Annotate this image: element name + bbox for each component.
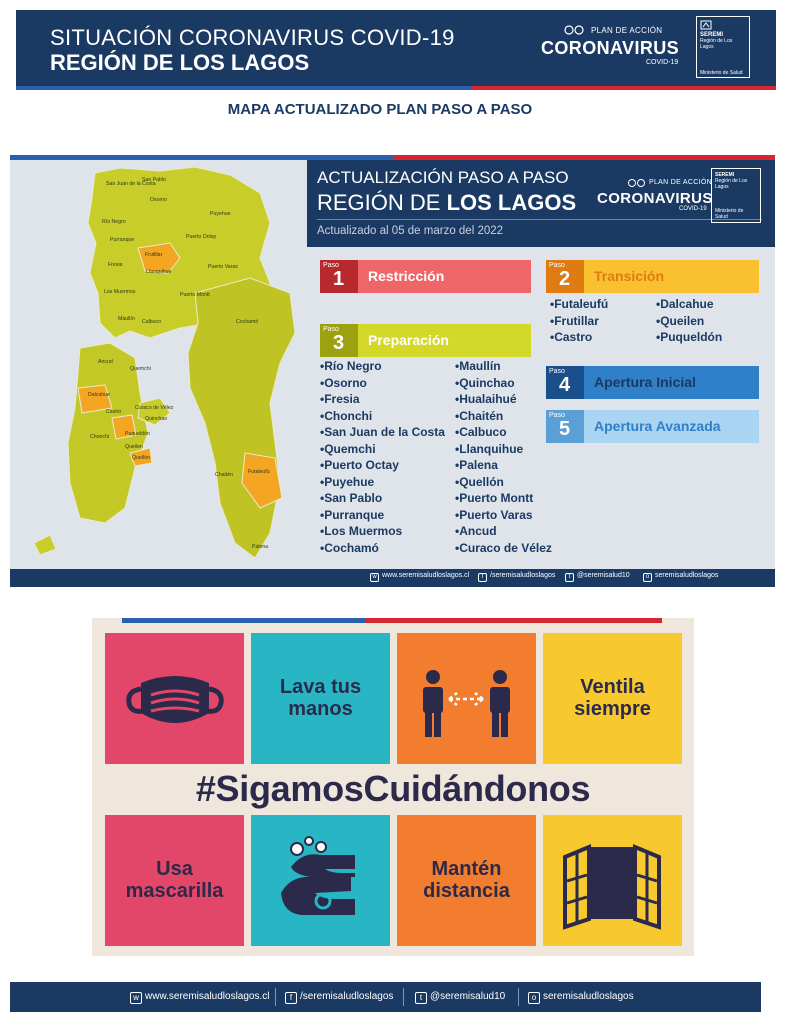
list-item: •Puyehue bbox=[320, 474, 375, 489]
page-title: MAPA ACTUALIZADO PLAN PASO A PASO bbox=[227, 101, 533, 118]
preparacion-list-col1 bbox=[320, 358, 445, 556]
list-item: •Fresia bbox=[320, 392, 360, 406]
map-label: Queilen bbox=[125, 444, 143, 450]
list-item: •Calbuco bbox=[455, 425, 507, 439]
coat-of-arms-icon bbox=[700, 20, 712, 30]
map-label: Quemchi bbox=[130, 366, 151, 372]
map-label: Chonchi bbox=[90, 434, 110, 440]
list-item: •Puerto Montt bbox=[455, 491, 534, 505]
seremi-label: SEREMI bbox=[715, 172, 735, 178]
footer-twitter-link[interactable]: t @seremisalud10 bbox=[415, 991, 505, 1004]
list-item: •Hualaihué bbox=[455, 392, 517, 406]
footer-instagram-link[interactable]: o seremisaludloslagos bbox=[528, 991, 634, 1004]
paso-4-bar bbox=[546, 366, 759, 399]
map-social-bar bbox=[10, 569, 775, 587]
seremi-logo-small bbox=[711, 168, 761, 223]
map-label: Dalcahue bbox=[88, 392, 110, 398]
list-item: •Osorno bbox=[320, 375, 367, 390]
ventilate-text: Ventila siempre bbox=[574, 676, 651, 720]
tile-window bbox=[543, 815, 682, 946]
transicion-list-col1 bbox=[550, 296, 608, 346]
list-item: •Purranque bbox=[320, 507, 385, 522]
map-label: Futaleufú bbox=[248, 469, 270, 475]
tile-ventilate bbox=[543, 633, 682, 764]
seremi-region: Región de Los Lagos bbox=[700, 38, 733, 50]
list-item: •Río Negro bbox=[320, 359, 382, 373]
footer-web-link[interactable]: w www.seremisaludloslagos.cl bbox=[130, 991, 270, 1004]
use-mask-text: Usa mascarilla bbox=[125, 858, 224, 902]
paso-4-number: Paso 4 bbox=[546, 366, 584, 399]
map-label: Llanquihue bbox=[146, 269, 172, 275]
paso-1-number: Paso 1 bbox=[320, 260, 358, 293]
ministerio-label: Ministerio de Salud bbox=[700, 70, 743, 76]
paso-2-bar bbox=[546, 260, 759, 293]
list-item: •Queilen bbox=[656, 313, 705, 328]
instagram-link[interactable]: o seremisaludloslagos bbox=[643, 572, 718, 582]
paso-2-number: Paso 2 bbox=[546, 260, 584, 293]
preparacion-list-col2 bbox=[455, 358, 552, 556]
facebook-link[interactable]: f /seremisaludloslagos bbox=[478, 572, 555, 582]
facebook-icon: f bbox=[285, 992, 297, 1004]
map-label: San Pablo bbox=[142, 177, 166, 183]
paso-4-label: Apertura Inicial bbox=[594, 374, 696, 390]
logo-plan-text: PLAN DE ACCIÓN bbox=[649, 179, 712, 186]
map-label: Palena bbox=[252, 544, 269, 550]
open-window-icon bbox=[543, 815, 682, 946]
updated-date: Actualizado al 05 de marzo del 2022 bbox=[317, 225, 504, 237]
map-label: Los Muermos bbox=[104, 289, 136, 295]
list-item: •Chonchi bbox=[320, 408, 373, 423]
map-label: Quellón bbox=[132, 455, 150, 461]
web-icon: w bbox=[130, 992, 142, 1004]
logo-coronavirus-text: CORONAVIRUS bbox=[541, 38, 680, 58]
list-item: •Futaleufú bbox=[550, 297, 609, 311]
virus-icon bbox=[563, 24, 589, 36]
map-label: Río Negro bbox=[102, 219, 126, 225]
list-item: •Quinchao bbox=[455, 375, 515, 390]
top-banner bbox=[16, 10, 776, 88]
map-label: Puyehue bbox=[210, 211, 231, 217]
tile-keep-distance bbox=[397, 815, 536, 946]
banner-title: SITUACIÓN CORONAVIRUS COVID-19 bbox=[50, 25, 455, 50]
tile-use-mask bbox=[105, 815, 244, 946]
web-icon: w bbox=[370, 573, 379, 582]
list-item: •Maullín bbox=[455, 359, 501, 373]
paso-1-label: Restricción bbox=[368, 268, 445, 284]
list-item: •Los Muermos bbox=[320, 524, 403, 538]
poster-stripe bbox=[122, 618, 662, 623]
instagram-icon: o bbox=[643, 573, 652, 582]
map-section bbox=[10, 155, 775, 587]
list-item: •San Juan de la Costa bbox=[320, 425, 445, 439]
footer-divider bbox=[518, 988, 519, 1006]
paso-3-label: Preparación bbox=[368, 332, 449, 348]
tile-distance-figures bbox=[397, 633, 536, 764]
paso-5-number: Paso 5 bbox=[546, 410, 584, 443]
virus-icon bbox=[627, 178, 649, 188]
prevention-poster bbox=[92, 618, 694, 956]
seremi-logo bbox=[696, 16, 750, 78]
list-item: •Quellón bbox=[455, 474, 504, 489]
list-item: •Chaitén bbox=[455, 408, 504, 423]
seremi-region: Región de Los Lagos bbox=[715, 178, 748, 190]
transicion-list-col2 bbox=[656, 296, 722, 346]
facebook-icon: f bbox=[478, 573, 487, 582]
list-item: •Dalcahue bbox=[656, 297, 714, 311]
web-link[interactable]: w www.seremisaludloslagos.cl bbox=[370, 572, 469, 582]
paso-5-label: Apertura Avanzada bbox=[594, 418, 721, 434]
logo-covid-text: COVID-19 bbox=[679, 206, 707, 212]
map-label: Purranque bbox=[110, 237, 135, 243]
map-island-south bbox=[34, 535, 56, 555]
region-map bbox=[20, 163, 305, 563]
map-label: Fresia bbox=[108, 262, 123, 268]
paso-2-label: Transición bbox=[594, 268, 665, 284]
map-label: Frutillar bbox=[145, 252, 163, 258]
ministerio-label: Ministerio de Salud bbox=[715, 208, 744, 220]
list-item: •Puerto Octay bbox=[320, 458, 399, 472]
map-label: Puerto Montt bbox=[180, 292, 210, 298]
map-label: Puqueldón bbox=[125, 431, 150, 437]
map-label: Maullín bbox=[118, 316, 135, 322]
footer-divider bbox=[403, 988, 404, 1006]
list-item: •Puerto Varas bbox=[455, 507, 533, 522]
list-item: •Palena bbox=[455, 458, 498, 472]
mask-icon bbox=[105, 633, 244, 764]
footer-facebook-link[interactable]: f /seremisaludloslagos bbox=[285, 991, 393, 1004]
instagram-icon: o bbox=[528, 992, 540, 1004]
map-header bbox=[307, 160, 775, 247]
list-item: •Puqueldón bbox=[656, 330, 723, 344]
list-item: •Ancud bbox=[455, 524, 497, 538]
tile-wash-hands bbox=[251, 633, 390, 764]
header-divider bbox=[317, 219, 762, 220]
map-label: Puerto Octay bbox=[186, 234, 217, 240]
twitter-link[interactable]: t @seremisalud10 bbox=[565, 572, 630, 582]
map-label: Ancud bbox=[98, 359, 113, 365]
paso-3-bar bbox=[320, 324, 531, 357]
map-label: Castro bbox=[106, 409, 122, 415]
twitter-icon: t bbox=[565, 573, 574, 582]
list-item: •Llanquihue bbox=[455, 441, 524, 456]
list-item: •Castro bbox=[550, 330, 593, 344]
map-header-title: ACTUALIZACIÓN PASO A PASO bbox=[317, 168, 569, 187]
map-label: Puerto Varas bbox=[208, 264, 238, 270]
map-label: Calbuco bbox=[142, 319, 162, 325]
washing-hands-icon bbox=[251, 815, 390, 946]
map-label: Quinchao bbox=[145, 416, 168, 422]
tile-mask bbox=[105, 633, 244, 764]
list-item: •Cochamó bbox=[320, 540, 379, 555]
list-item: •Curaco de Vélez bbox=[455, 540, 552, 555]
paso-5-bar bbox=[546, 410, 759, 443]
tile-hands-washing bbox=[251, 815, 390, 946]
seremi-label: SEREMI bbox=[700, 32, 724, 38]
twitter-icon: t bbox=[415, 992, 427, 1004]
list-item: •San Pablo bbox=[320, 491, 383, 505]
logo-covid-text: COVID-19 bbox=[646, 59, 679, 66]
wash-hands-text: Lava tus manos bbox=[279, 676, 362, 720]
paso-1-bar bbox=[320, 260, 531, 293]
banner-stripe bbox=[16, 86, 776, 90]
list-item: •Frutillar bbox=[550, 313, 599, 328]
hashtag-title: #SigamosCuidándonos bbox=[195, 768, 591, 809]
paso-3-number: Paso 3 bbox=[320, 324, 358, 357]
keep-distance-text: Mantén distancia bbox=[423, 858, 510, 902]
map-label: Osorno bbox=[150, 197, 168, 203]
map-label: Chaitén bbox=[215, 472, 233, 478]
logo-plan-text: PLAN DE ACCIÓN bbox=[591, 26, 663, 35]
logo-coronavirus-text: CORONAVIRUS bbox=[597, 190, 713, 207]
map-header-region: REGIÓN DE LOS LAGOS bbox=[317, 190, 577, 215]
banner-subtitle: REGIÓN DE LOS LAGOS bbox=[50, 50, 310, 75]
map-label: Curaco de Vélez bbox=[135, 405, 174, 411]
distance-people-icon bbox=[397, 633, 536, 764]
list-item: •Quemchi bbox=[320, 441, 376, 456]
footer-divider bbox=[275, 988, 276, 1006]
map-label: San Juan de la Costa bbox=[106, 181, 156, 187]
map-label: Cochamó bbox=[236, 319, 259, 325]
footer-bar bbox=[10, 982, 761, 1012]
